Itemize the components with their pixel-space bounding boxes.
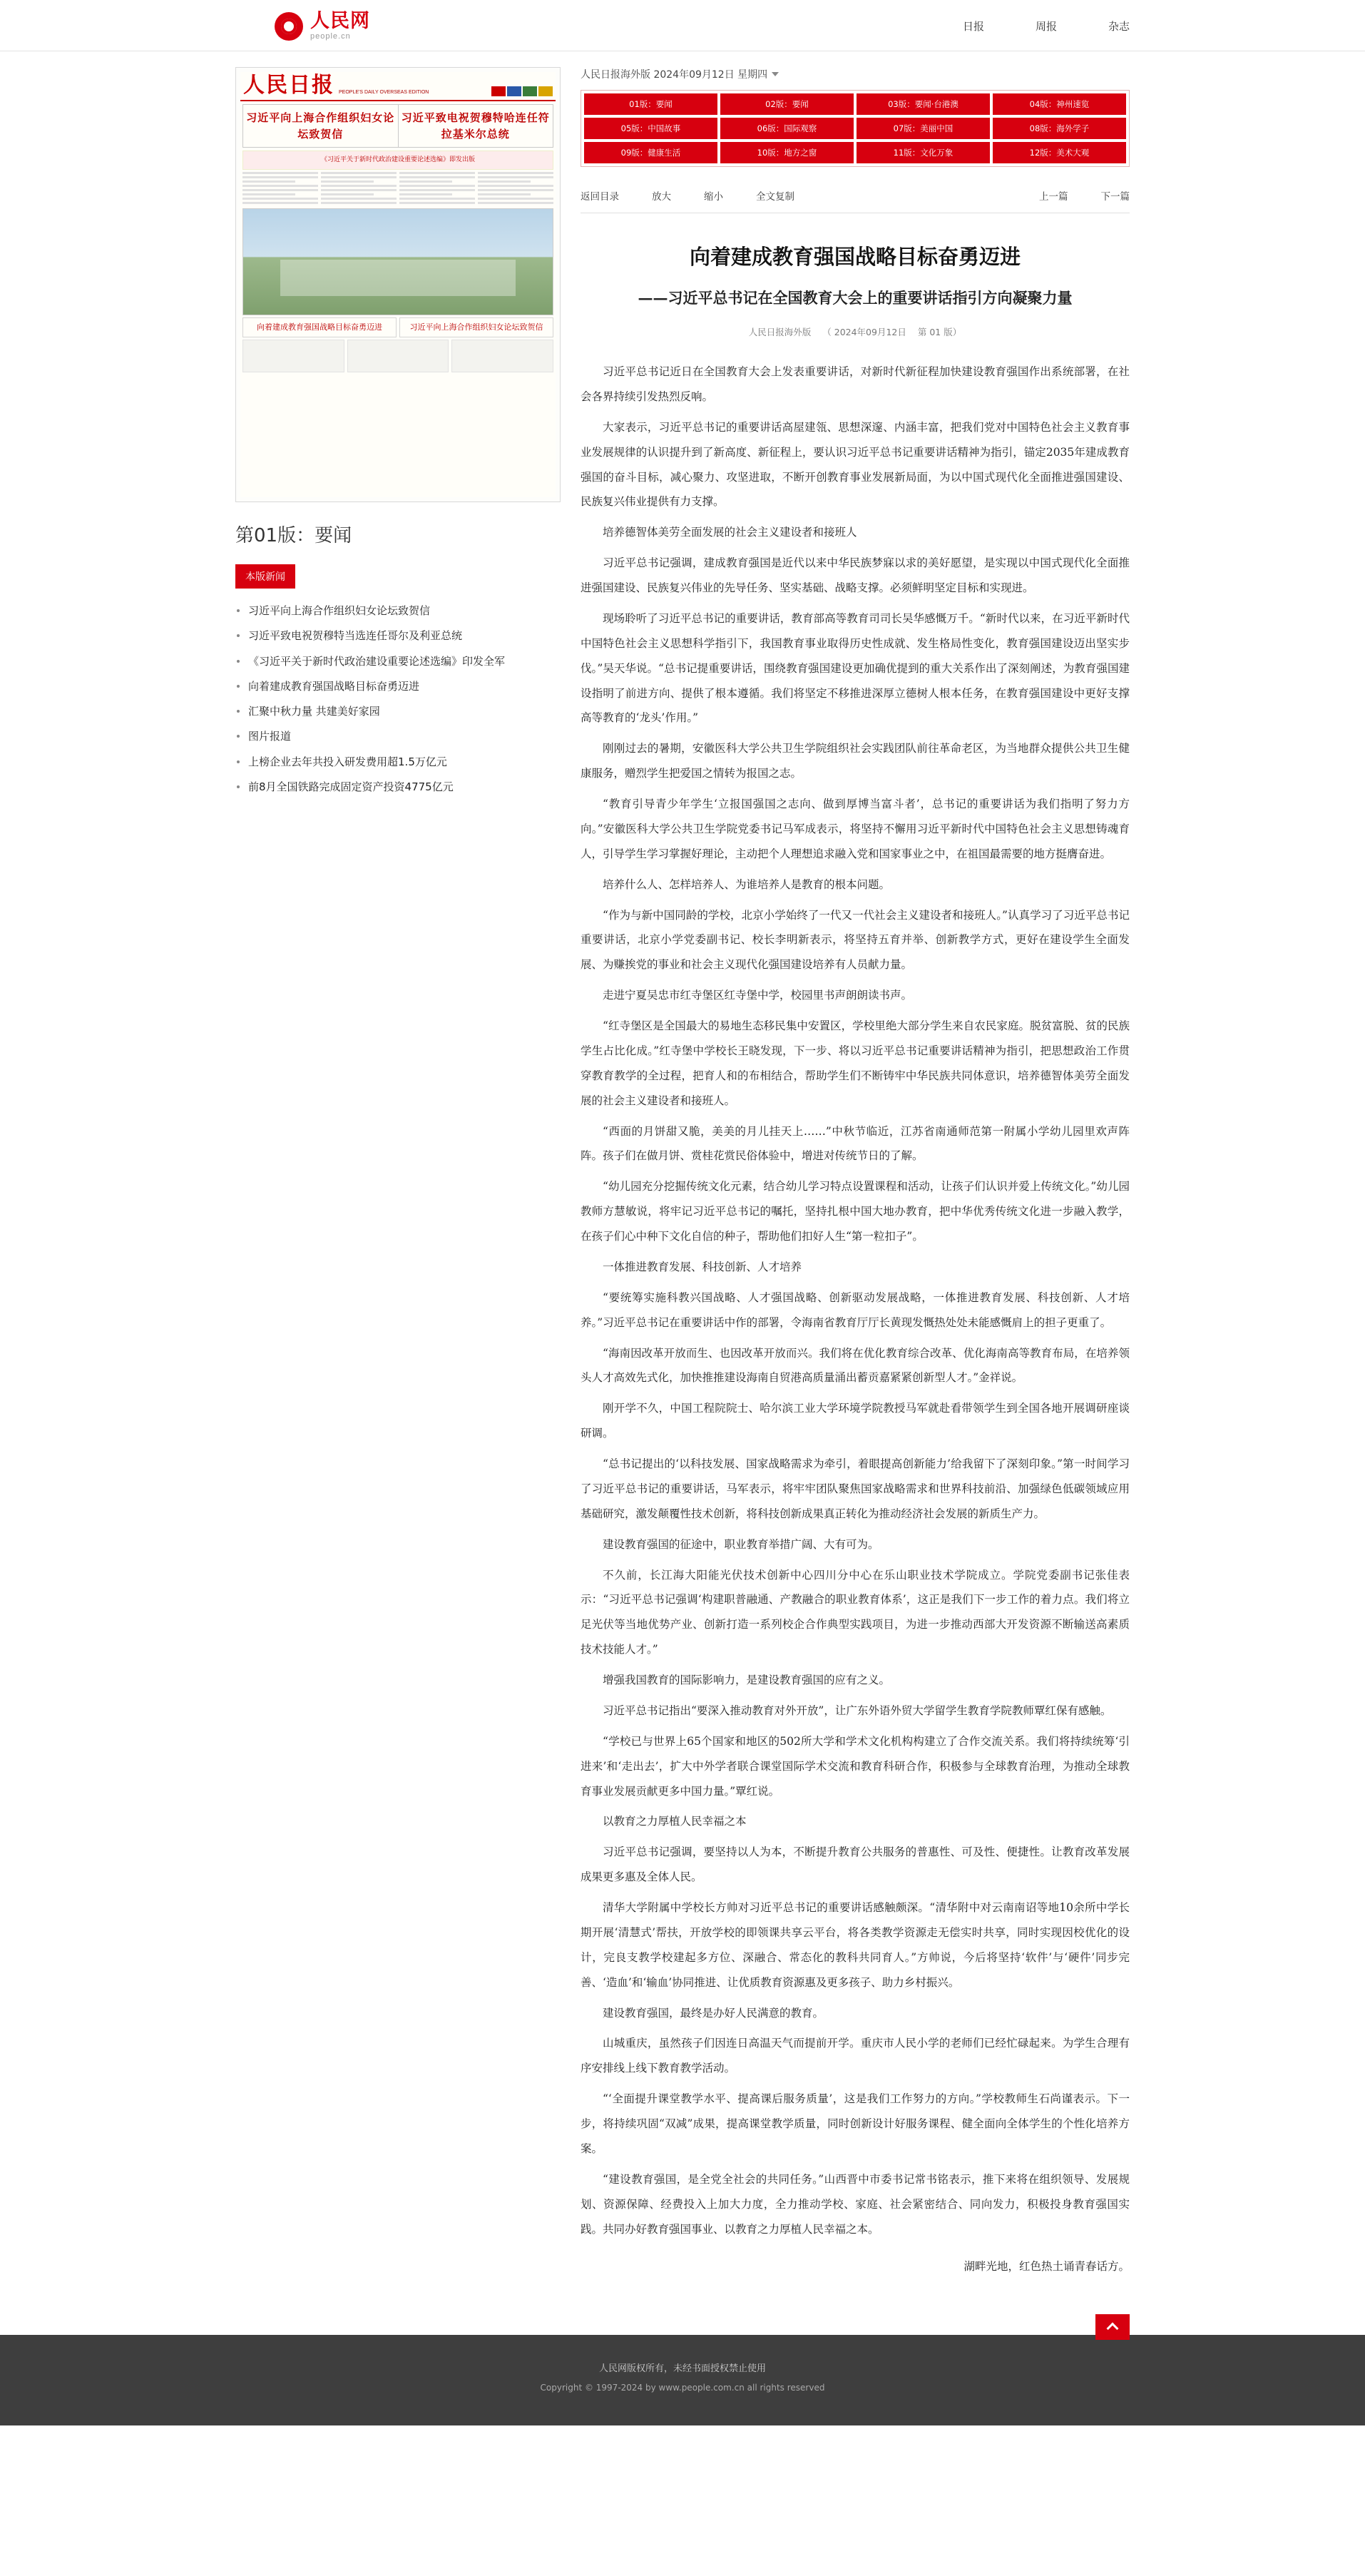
article-paragraph: 建设教育强国的征途中，职业教育举措广阔、大有可为。 <box>603 1537 879 1551</box>
edition-dateline-text: 人民日报海外版 2024年09月12日 星期四 <box>581 69 768 81</box>
page-link-04[interactable]: 04版：神州速览 <box>993 93 1126 115</box>
preview-masthead-title: 人民日报 <box>243 73 334 98</box>
page-link-10[interactable]: 10版：地方之窗 <box>720 142 854 163</box>
article-signature: 湖畔光地，红色热土诵青春话方。 <box>963 2260 1130 2274</box>
article-pager <box>1006 188 1130 203</box>
page-link-06[interactable]: 06版：国际观察 <box>720 118 854 139</box>
page-link-03[interactable]: 03版：要闻·台港澳 <box>857 93 990 115</box>
preview-bottom-cells <box>242 317 553 337</box>
people-cn-logo-icon <box>275 12 303 41</box>
article-body <box>581 352 1130 2279</box>
article-paragraph: 增强我国教育的国际影响力，是建设教育强国的应有之义。 <box>603 1674 891 1687</box>
page-title: 第01版：要闻 <box>235 525 352 546</box>
preview-masthead-subtitle: PEOPLE'S DAILY OVERSEAS EDITION <box>339 89 429 95</box>
article-paragraph: “总书记提出的‘以科技发展、国家战略需求为牵引，着眼提高创新能力’给我留下了深刻印象。”第一时间学习了习近平总书记的重要讲话，马军表示，将牢牢团队聚焦国家战略需求和世界科技前沿、加强绿色低碳领域应用基础研究，激发颠覆性技术创新，将科技创新成果真正转化为推动经济社会发展的新质生产力。 <box>581 1457 1130 1520</box>
article-paragraph: 一体推进教育发展、科技创新、人才培养 <box>603 1260 802 1273</box>
preview-headline-banner <box>242 104 553 148</box>
article-paragraph: 清华大学附属中学校长方帅对习近平总书记的重要讲话感触颇深。“清华附中对云南南诏等地10余所中学长期开展‘清慧式’帮扶，开放学校的即领课共享云平台，将各类教学资源走无偿实时共享，同时实现因校优化的设计，完良支教学校建起多方位、深融合、常态化的教科共同育人。”方帅说，今后将坚持‘软件’与‘硬件’同步完善、‘造血’和‘输血’协同推进、让优质教育资源惠及更多孩子、助力乡村振兴。 <box>581 1901 1130 1989</box>
article-byline <box>581 325 1130 352</box>
nav-item-magazine[interactable]: 杂志 <box>1108 19 1130 33</box>
article-paragraph: 大家表示，习近平总书记的重要讲话高屋建瓴、思想深邃、内涵丰富，把我们党对中国特色社会主义教育事业发展规律的认识提升到了新高度、新征程上，要认识习近平总书记重要讲话精神为指引，锚定2035年建成教育强国的奋斗目标，减心聚力、攻坚进取，不断开创教育事业发展新局面，为以中国式现代化全面推进强国建设、民族复兴伟业提供有力支撑。 <box>581 420 1130 509</box>
article-paragraph: “建设教育强国，是全党全社会的共同任务。”山西晋中市委书记常书铭表示，推下来将在组织领导、发展规划、资源保障、经费投入上加大力度，全力推动学校、家庭、社会紧密结合、同向发力，积极投身教育强国实践。共同办好教育强国事业、以教育之力厚植人民幸福之本。 <box>581 2172 1130 2236</box>
page-link-09[interactable]: 09版：健康生活 <box>584 142 717 163</box>
section-badge: 本版新闻 <box>235 564 295 589</box>
page-link-11[interactable]: 11版：文化万象 <box>857 142 990 163</box>
newspaper-page-inner <box>240 72 556 497</box>
page-link-05[interactable]: 05版：中国故事 <box>584 118 717 139</box>
article-paragraph: “学校已与世界上65个国家和地区的502所大学和学术文化机构构建立了合作交流关系。我们将持续统筹‘引进来’和‘走出去’，扩大中外学者联合课堂国际学术交流和教育科研合作，积极参与全球教育治理，为推动全球教育事业发展贡献更多中国力量。”覃红说。 <box>581 1734 1130 1798</box>
right-column <box>581 67 1130 2285</box>
article-paragraph: 习近平总书记近日在全国教育大会上发表重要讲话，对新时代新征程加快建设教育强国作出系统部署，在社会各界持续引发热烈反响。 <box>581 365 1130 403</box>
list-item[interactable]: 前8月全国铁路完成固定资产投资4775亿元 <box>235 775 561 800</box>
article-paragraph: “红寺堡区是全国最大的易地生态移民集中安置区，学校里绝大部分学生来自农民家庭。脱贫富脱、贫的民族学生占比化成。”红寺堡中学校长王晓发现，下一步、将以习近平总书记重要讲话精神为指引，把思想政治工作贯穿教育教学的全过程，把育人和的布相结合，帮助学生们不断铸牢中华民族共同体意识，培养德智体美劳全面发展的社会主义建设者和接班人。 <box>581 1019 1130 1107</box>
left-column <box>235 67 561 2285</box>
article-paragraph: 现场聆听了习近平总书记的重要讲话，教育部高等教育司司长吴华感慨万千。“新时代以来，在习近平新时代中国特色社会主义思想科学指引下，我国教育事业取得历史性成就、发生格局性变化，教育强国建设迈出坚实步伐。”吴天华说。“总书记提重要讲话，围绕教育强国建设更加确优提到的重大关系作出了深刻阐述，为教育强国建设指明了前进方向、提供了根本遵循。我们将坚定不移推进深厚立德树人根本任务，在教育强国建设中更好支撑高等教育的‘龙头’作用。” <box>581 611 1130 725</box>
chevron-down-icon[interactable] <box>772 72 779 76</box>
list-item[interactable]: 习近平致电祝贺穆特当选连任哥尔及利亚总统 <box>235 623 561 648</box>
page-link-07[interactable]: 07版：美丽中国 <box>857 118 990 139</box>
article-paragraph: 习近平总书记指出“要深入推动教育对外开放”，让广东外语外贸大学留学生教育学院教师覃红保有感触。 <box>603 1704 1112 1717</box>
article-paragraph: 习近平总书记强调，要坚持以人为本，不断提升教育公共服务的普惠性、可及性、便捷性。让教育改革发展成果更多惠及全体人民。 <box>581 1846 1130 1884</box>
copy-full-text-button[interactable]: 全文复制 <box>756 191 794 203</box>
byline-source: 人民日报海外版 <box>748 327 812 338</box>
list-item[interactable]: 汇聚中秋力量 共建美好家园 <box>235 699 561 724</box>
news-list <box>235 599 561 800</box>
preview-red-notice: 《习近平关于新时代政治建设重要论述选编》即发出版 <box>242 151 553 170</box>
list-item[interactable]: 向着建成教育强国战略目标奋勇迈进 <box>235 674 561 699</box>
preview-footer-blocks <box>242 340 553 372</box>
site-logo[interactable] <box>275 11 370 41</box>
article-paragraph: “幼儿园充分挖掘传统文化元素，结合幼儿学习特点设置课程和活动，让孩子们认识并爱上传统文化。”幼儿园教师方慧敏说，将牢记习近平总书记的嘱托，坚持扎根中国大地办教育，把中华优秀传统文化进一步融入教学，在孩子们心中种下文化自信的种子，帮助他们扣好人生“第一粒扣子”。 <box>581 1180 1130 1243</box>
preview-masthead <box>240 72 556 101</box>
next-article-button[interactable]: 下一篇 <box>1100 191 1130 203</box>
page-link-02[interactable]: 02版：要闻 <box>720 93 854 115</box>
article-paragraph: “西面的月饼甜又脆，美美的月儿挂天上……”中秋节临近，江苏省南通师范第一附属小学幼儿园里欢声阵阵。孩子们在做月饼、赏桂花赏民俗体验中，增进对传统节日的了解。 <box>581 1124 1130 1163</box>
zoom-in-button[interactable]: 放大 <box>652 191 671 203</box>
chevron-up-icon <box>1107 2322 1119 2334</box>
article-paragraph: 以教育之力厚植人民幸福之本 <box>603 1815 747 1828</box>
article-paragraph: 刚开学不久，中国工程院院士、哈尔滨工业大学环境学院教授马军就赴看带领学生到全国各地开展调研座谈研调。 <box>581 1402 1130 1440</box>
article-paragraph: 刚刚过去的暑期，安徽医科大学公共卫生学院组织社会实践团队前往革命老区，为当地群众提供公共卫生健康服务，赠烈学生把爱国之情转为报国之志。 <box>581 742 1130 780</box>
newspaper-page-preview[interactable] <box>235 67 561 502</box>
article-paragraph: “教育引导青少年学生‘立报国强国之志向、做到厚博当富斗者’，总书记的重要讲话为我们指明了努力方向。”安徽医科大学公共卫生学院党委书记马军成表示，将坚持不懈用习近平新时代中国特色社会主义思想铸魂育人，引导学生学习掌握好理论，主动把个人理想追求融入党和国家事业之中，在祖国最需要的地方挺膺奋进。 <box>581 798 1130 860</box>
nav-item-weekly[interactable]: 周报 <box>1035 19 1057 33</box>
logo-text-en: people.cn <box>310 32 351 41</box>
article-title: 向着建成教育强国战略目标奋勇迈进 <box>689 245 1021 269</box>
preview-flag-icons <box>491 86 553 96</box>
preview-headline-right: 习近平致电祝贺穆特哈连任符拉基米尔总统 <box>398 105 553 147</box>
main-content <box>235 51 1130 2285</box>
page-link-12[interactable]: 12版：美术大观 <box>993 142 1126 163</box>
back-to-index-button[interactable]: 返回目录 <box>581 191 619 203</box>
article-paragraph: “要统筹实施科教兴国战略、人才强国战略、创新驱动发展战略，一体推进教育发展、科技创新、人才培养。”习近平总书记在重要讲话中作的部署，令海南省教育厅厅长黄现发慨热处处未能感慨肩上的担子更重了。 <box>581 1290 1130 1329</box>
article-paragraph: “‘全面提升课堂教学水平、提高课后服务质量’，这是我们工作努力的方向。”学校教师生石尚谨表示。下一步，将持续巩固“双减”成果，提高课堂教学质量，同时创新设计好服务课程、健全面向全体学生的个性化培养方案。 <box>581 2092 1130 2155</box>
zoom-out-button[interactable]: 缩小 <box>704 191 723 203</box>
list-item[interactable]: 习近平向上海合作组织妇女论坛致贺信 <box>235 599 561 623</box>
site-footer <box>0 2335 1365 2425</box>
article-paragraph: 走进宁夏吴忠市红寺堡区红寺堡中学，校园里书声朗朗读书声。 <box>603 989 913 1002</box>
preview-photo <box>242 208 553 315</box>
list-item[interactable]: 图片报道 <box>235 724 561 749</box>
article-toolbar <box>581 177 1130 213</box>
byline-date: （ 2024年09月12日 <box>822 327 906 338</box>
article-paragraph: 习近平总书记强调，建成教育强国是近代以来中华民族梦寐以求的美好愿望，是实现以中国式现代化全面推进强国建设、民族复兴伟业的先导任务、坚实基础、战略支撑。必须鲜明坚定目标和实现进。 <box>581 556 1130 595</box>
byline-page: 第 01 版） <box>917 327 962 338</box>
article-paragraph: 不久前，长江海大阳能光伏技术创新中心四川分中心在乐山职业技术学院成立。学院党委副书记张佳表示：“习近平总书记强调‘构建职普融通、产教融合的职业教育体系’，这正是我们下一步工作的着力点。我们将立足光伏等当地优势产业、创新打造一系列校企合作典型实践项目，为进一步推动西部大开发资源不断输送高素质技术技能人才。” <box>581 1568 1130 1656</box>
article-paragraph: “海南因改革开放而生、也因改革开放而兴。我们将在优化教育综合改革、优化海南高等教育布局，在培养领头人才高效先式化，加快推推建设海南自贸港高质量涌出蓄贡嘉紧紧创新型人才。”金祥说。 <box>581 1346 1130 1385</box>
article-paragraph: 培养什么人、怎样培养人、为谁培养人是教育的根本问题。 <box>603 877 891 891</box>
preview-bottom-caption-2: 习近平向上海合作组织妇女论坛致贺信 <box>399 317 553 337</box>
article-paragraph: 培养德智体美劳全面发展的社会主义建设者和接班人 <box>603 526 857 539</box>
article-subtitle: ——习近平总书记在全国教育大会上的重要讲话指引方向凝聚力量 <box>638 288 1073 307</box>
article-paragraph: 建设教育强国，最终是办好人民满意的教育。 <box>603 2006 824 2020</box>
list-item[interactable]: 上榜企业去年共投入研发费用超1.5万亿元 <box>235 750 561 775</box>
back-to-top-button[interactable] <box>1095 2314 1130 2340</box>
previous-article-button[interactable]: 上一篇 <box>1039 191 1068 203</box>
preview-headline-left: 习近平向上海合作组织妇女论坛致贺信 <box>246 111 395 141</box>
top-navigation <box>963 0 1130 51</box>
footer-rights: 人民网版权所有，未经书面授权禁止使用 <box>598 2363 766 2375</box>
article-paragraph: “作为与新中国同龄的学校，北京小学始终了一代又一代社会主义建设者和接班人。”认真学习了习近平总书记重要讲话，北京小学党委副书记、校长李明新表示，将坚持五育并举、创新教学方式，更好在建设学生全面发展、为赚挨党的事业和社会主义现代化强国建设培养有人员献力量。 <box>581 908 1130 972</box>
logo-text-cn: 人民网 <box>310 10 370 32</box>
page-selector-grid <box>581 90 1130 167</box>
page-link-01[interactable]: 01版：要闻 <box>584 93 717 115</box>
preview-bottom-caption: 向着建成教育强国战略目标奋勇迈进 <box>242 317 397 337</box>
nav-item-daily[interactable]: 日报 <box>962 19 984 33</box>
footer-copyright: Copyright © 1997-2024 by www.people.com.cn all rights reserved <box>540 2382 825 2393</box>
edition-dateline[interactable] <box>581 67 1130 90</box>
site-header <box>0 0 1365 51</box>
preview-text-columns <box>242 172 553 206</box>
page-link-08[interactable]: 08版：海外学子 <box>993 118 1126 139</box>
list-item[interactable]: 《习近平关于新时代政治建设重要论述选编》印发全军 <box>235 649 561 674</box>
article-paragraph: 山城重庆，虽然孩子们因连日高温天气而提前开学。重庆市人民小学的老师们已经忙碌起来。为学生合理有序安排线上线下教育教学活动。 <box>581 2037 1130 2075</box>
